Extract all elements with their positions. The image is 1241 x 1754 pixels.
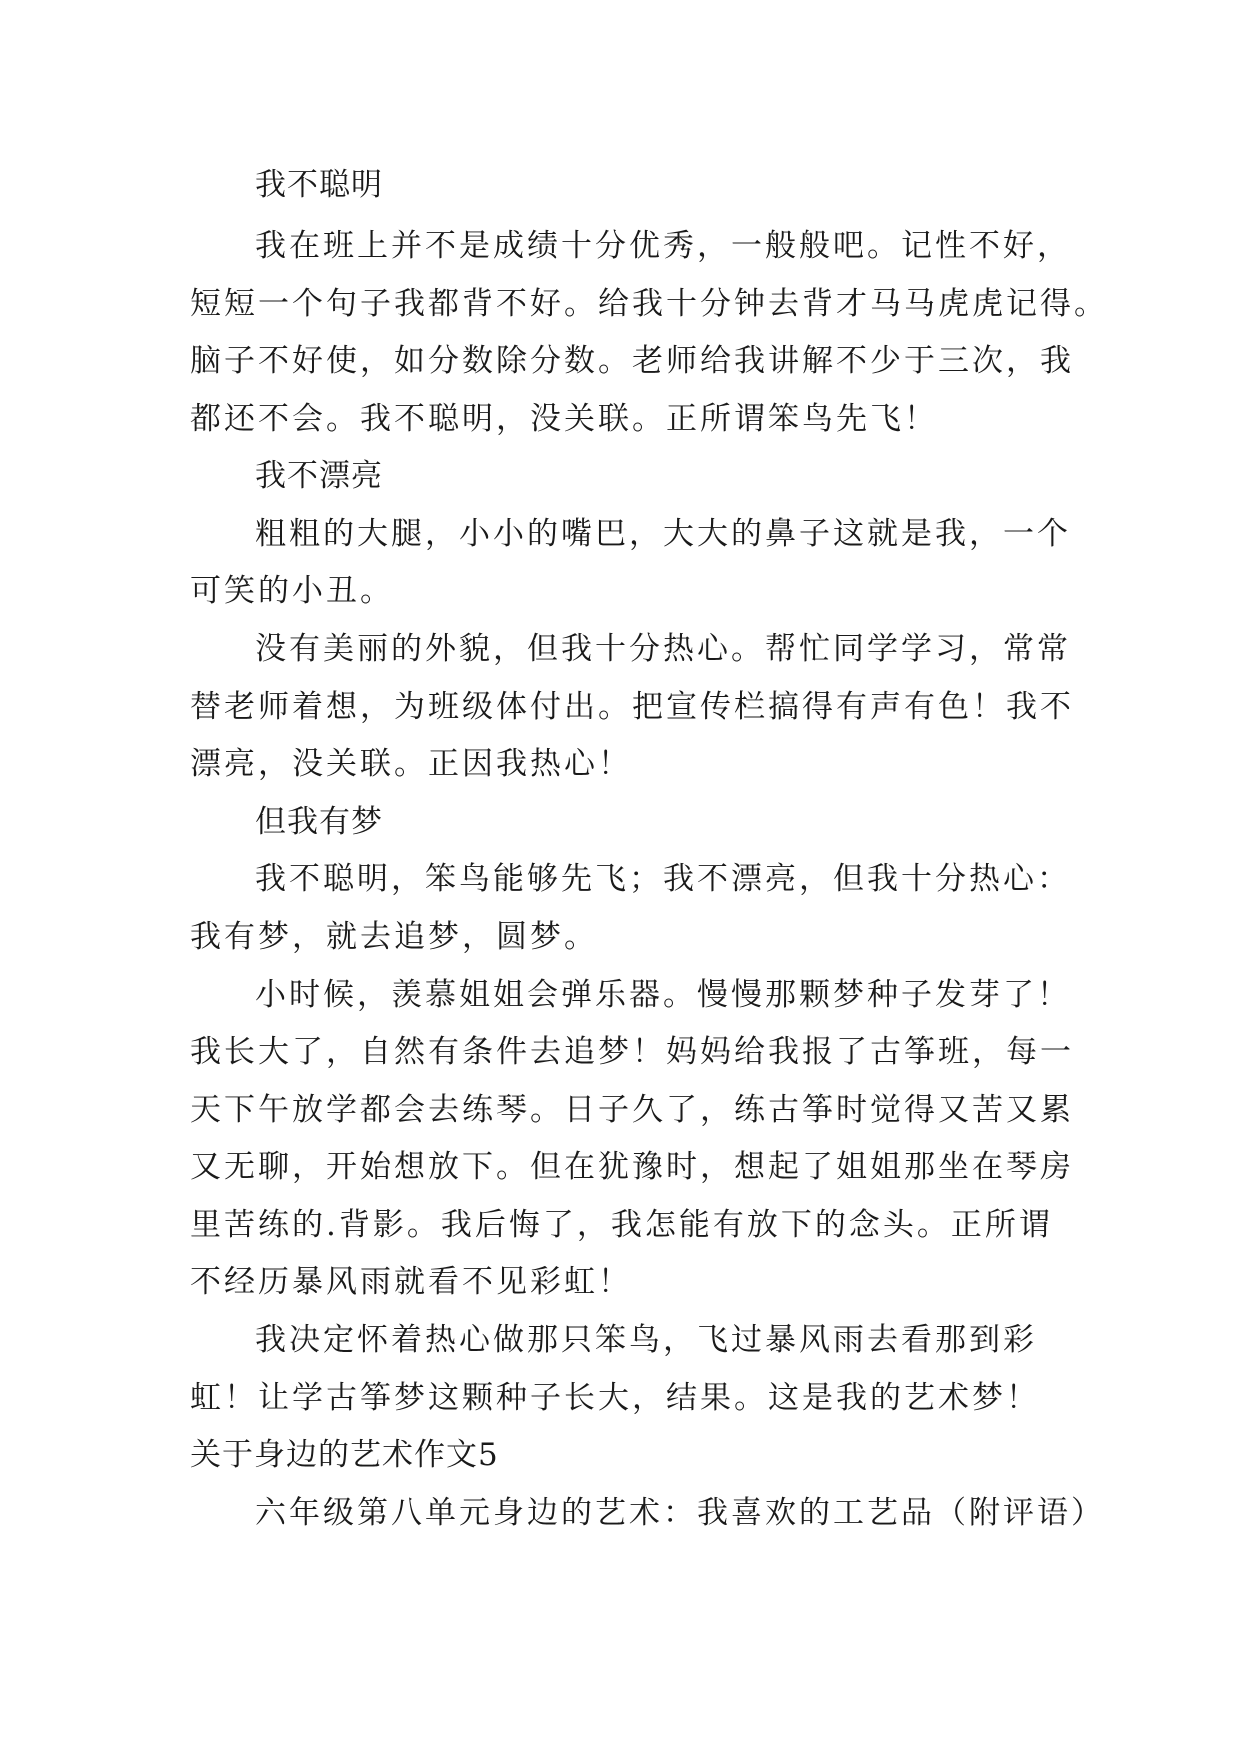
paragraph-line: 脑子不好使，如分数除分数。老师给我讲解不少于三次，我 <box>190 343 1074 379</box>
paragraph-line: 我有梦，就去追梦，圆梦。 <box>190 919 598 955</box>
paragraph-line: 小时候，羡慕姐姐会弹乐器。慢慢那颗梦种子发芽了！ <box>255 977 1071 1013</box>
article-title: 关于身边的艺术作文5 <box>190 1437 499 1473</box>
paragraph-line: 都还不会。我不聪明，没关联。正所谓笨鸟先飞！ <box>190 401 938 437</box>
section-heading: 我不聪明 <box>255 167 383 203</box>
paragraph-line: 替老师着想，为班级体付出。把宣传栏搞得有声有色！我不 <box>190 689 1074 725</box>
paragraph-line: 又无聊，开始想放下。但在犹豫时，想起了姐姐那坐在琴房 <box>190 1149 1074 1185</box>
article-subtitle: 六年级第八单元身边的艺术：我喜欢的工艺品（附评语） <box>255 1495 1105 1531</box>
paragraph-line: 天下午放学都会去练琴。日子久了，练古筝时觉得又苦又累 <box>190 1092 1074 1128</box>
paragraph-line: 虹！让学古筝梦这颗种子长大，结果。这是我的艺术梦！ <box>190 1380 1040 1416</box>
paragraph-line: 我决定怀着热心做那只笨鸟，飞过暴风雨去看那到彩 <box>255 1322 1037 1358</box>
paragraph-line: 我长大了，自然有条件去追梦！妈妈给我报了古筝班，每一 <box>190 1034 1074 1070</box>
section-heading: 但我有梦 <box>255 804 383 840</box>
paragraph-line: 可笑的小丑。 <box>190 573 394 609</box>
section-heading: 我不漂亮 <box>255 458 383 494</box>
paragraph-line: 短短一个句子我都背不好。给我十分钟去背才马马虎虎记得。 <box>190 286 1108 322</box>
paragraph-line: 我不聪明，笨鸟能够先飞；我不漂亮，但我十分热心： <box>255 861 1071 897</box>
paragraph-line: 里苦练的.背影。我后悔了，我怎能有放下的念头。正所谓 <box>190 1207 1053 1243</box>
paragraph-line: 我在班上并不是成绩十分优秀，一般般吧。记性不好， <box>255 228 1071 264</box>
paragraph-line: 不经历暴风雨就看不见彩虹！ <box>190 1264 632 1300</box>
paragraph-line: 漂亮，没关联。正因我热心！ <box>190 746 632 782</box>
paragraph-line: 没有美丽的外貌，但我十分热心。帮忙同学学习，常常 <box>255 631 1071 667</box>
paragraph-line: 粗粗的大腿，小小的嘴巴，大大的鼻子这就是我，一个 <box>255 516 1071 552</box>
